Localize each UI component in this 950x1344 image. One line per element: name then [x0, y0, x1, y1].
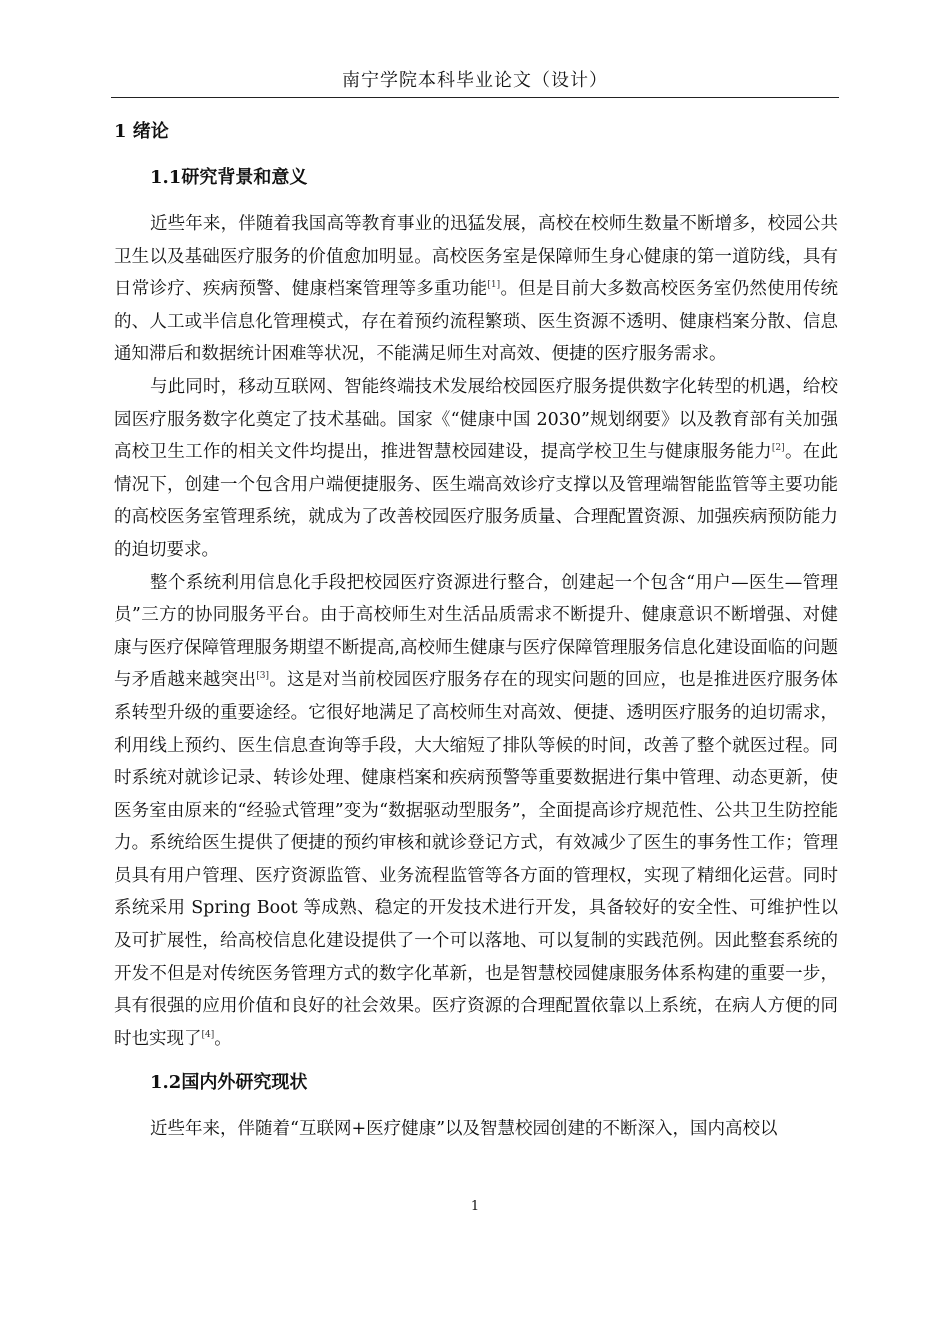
paragraph-1-text: 近些年来，伴随着我国高等教育事业的迅猛发展，高校在校师生数量不断增多，校园公共卫生以及基础医疗服务的价值愈加明显。高校医务室是保障师生身心健康的第一道防线，具有日常诊疗、疾病预警、健康档案管理等多重功能 — [114, 214, 838, 300]
page-number: 1 — [470, 1199, 480, 1214]
paragraph-2 — [114, 371, 838, 567]
paragraph-2-text: 与此同时，移动互联网、智能终端技术发展给校园医疗服务提供数字化转型的机遇，给校园医疗服务数字化奠定了技术基础。国家《“健康中国 2030”规划纲要》以及教育部有关加强高校卫生工作的相关文件均提出，推进智慧校园建设，提高学校卫生与健康服务能力 — [114, 376, 838, 463]
section-heading-1-1: 1.1研究背景和意义 — [150, 167, 308, 188]
paragraph-3 — [114, 567, 838, 1056]
header-rule — [111, 97, 839, 98]
body-content — [114, 116, 838, 1146]
running-header: 南宁学院本科毕业论文（设计） — [342, 70, 608, 91]
section-heading-1-2: 1.2国内外研究现状 — [150, 1072, 308, 1094]
paragraph-1-tail: 。但是目前大多数高校医务室仍然使用传统的、人工或半信息化管理模式，存在着预约流程繁琐、医生资源不透明、健康档案分散、信息通知滞后和数据统计困难等状况，不能满足师生对高效、便捷的医疗服务需求。 — [114, 279, 838, 365]
paragraph-4-text: 近些年来，伴随着“互联网+医疗健康”以及智慧校园创建的不断深入，国内高校以 — [150, 1119, 778, 1140]
citation-ref-1: [1] — [487, 280, 501, 291]
citation-ref-4: [4] — [201, 1030, 215, 1041]
paragraph-3-text: 整个系统利用信息化手段把校园医疗资源进行整合，创建起一个包含“用户—医生—管理员”三方的协同服务平台。由于高校师生对生活品质需求不断提升、健康意识不断增强、对健康与医疗保障管理服务期望不断提高,高校师生健康与医疗保障管理服务信息化建设面临的问题与矛盾越来越突出 — [114, 572, 838, 691]
paragraph-3-mid: 。这是对当前校园医疗服务存在的现实问题的回应，也是推进医疗服务体系转型升级的重要途经。它很好地满足了高校师生对高效、便捷、透明医疗服务的迫切需求，利用线上预约、医生信息查询等手段，大大缩短了排队等候的时间，改善了整个就医过程。同时系统对就诊记录、转诊处理、健康档案和疾病预警等重要数据进行集中管理、动态更新，使医务室由原来的“经验式管理”变为“数据驱动型服务”，全面提高诊疗规范性、公共卫生防控能力。系统给医生提供了便捷的预约审核和就诊登记方式，有效减少了医生的事务性工作；管理员具有用户管理、医疗资源监管、业务流程监管等各方面的管理权，实现了精细化运营。同时系统采用 Spring Boot 等成熟、稳定的开发技术进行开发，具备较好的安全性、可维护性以及可扩展性，给高校信息化建设提供了一个可以落地、可以复制的实践范例。因此整套系统的开发不但是对传统医务管理方式的数字化革新，也是智慧校园健康服务体系构建的重要一步，具有很强的应用价值和良好的社会效果。医疗资源的合理配置依靠以上系统，在病人方便的同时也实现了 — [114, 670, 838, 1049]
citation-ref-2: [2] — [771, 443, 785, 454]
paragraph-4 — [114, 1113, 838, 1146]
paragraph-1 — [114, 208, 838, 371]
paragraph-3-tail: 。 — [214, 1028, 232, 1049]
citation-ref-3: [3] — [256, 671, 269, 682]
paragraph-2-tail: 。在此情况下，创建一个包含用户端便捷服务、医生端高效诊疗支撑以及管理端智能监管等主要功能的高校医务室管理系统，就成为了改善校园医疗服务质量、合理配置资源、加强疾病预防能力的迫切要求。 — [114, 442, 838, 560]
chapter-heading: 1 绪论 — [114, 121, 169, 142]
